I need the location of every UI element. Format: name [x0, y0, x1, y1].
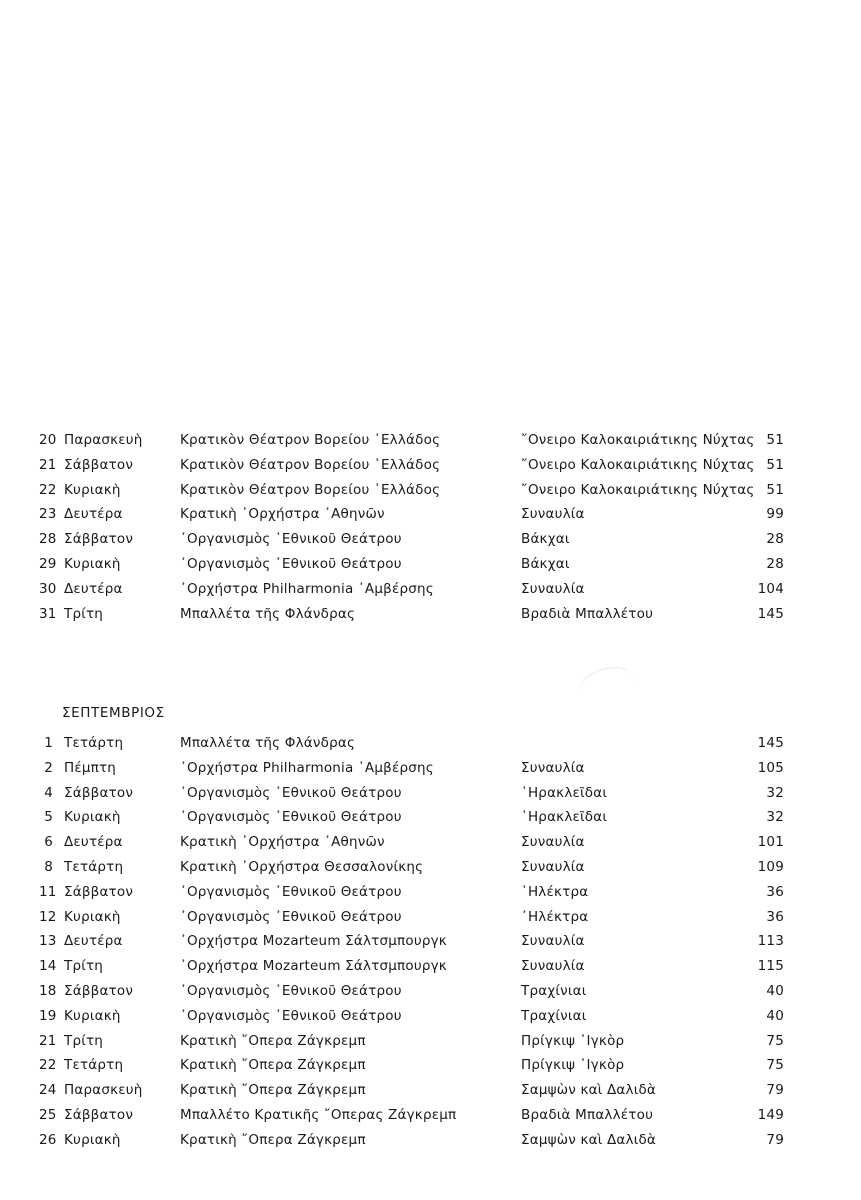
page-number: 32 [766, 809, 784, 826]
page-number: 145 [757, 605, 784, 622]
page-number: 51 [766, 456, 784, 473]
venue: Κρατικὴ ᾿Ορχήστρα Θεσσαλονίκης [180, 859, 424, 875]
schedule-row [0, 430, 861, 455]
weekday: Σάββατον [64, 983, 134, 999]
venue: ᾿Ορχήστρα Philharmonia ᾿Αμβέρσης [180, 759, 434, 776]
weekday: Τετάρτη [64, 735, 124, 751]
day-number: 26 [39, 1131, 57, 1148]
work-title: Βάκχαι [521, 556, 570, 572]
venue: Κρατικὴ ῎Οπερα Ζάγκρεμπ [180, 1082, 366, 1099]
weekday: Τρίτη [64, 1032, 104, 1049]
venue: Κρατικὴ ᾿Ορχήστρα ᾿Αθηνῶν [180, 506, 385, 523]
day-number: 29 [39, 556, 57, 572]
schedule-row [0, 480, 861, 505]
schedule-row [0, 907, 861, 932]
venue: ᾿Ορχήστρα Mozarteum Σάλτσμπουργκ [180, 933, 447, 950]
work-title: ῎Ονειρο Καλοκαιριάτικης Νύχτας [521, 432, 755, 448]
venue: Κρατικὸν Θέατρον Βορείου ῾Ελλάδος [180, 481, 441, 498]
day-number: 21 [39, 1032, 57, 1049]
work-title: Συναυλία [521, 859, 585, 875]
venue: ᾿Οργανισμὸς ᾿Εθνικοῦ Θεάτρου [180, 1007, 402, 1024]
venue: ᾿Οργανισμὸς ᾿Εθνικοῦ Θεάτρου [180, 908, 402, 925]
schedule-row [0, 455, 861, 480]
page-number: 115 [757, 958, 784, 975]
page-number: 113 [757, 933, 784, 950]
page-number: 51 [766, 432, 784, 448]
venue: Κρατικὴ ῎Οπερα Ζάγκρεμπ [180, 1057, 366, 1074]
schedule-row [0, 857, 861, 882]
work-title: Βάκχαι [521, 531, 570, 548]
page-number: 28 [766, 556, 784, 572]
venue: Μπαλλέτα τῆς Φλάνδρας [180, 735, 356, 751]
day-number: 5 [44, 809, 53, 826]
weekday: Κυριακὴ [64, 1131, 121, 1148]
page-number: 99 [766, 506, 784, 523]
venue: ᾿Οργανισμὸς ᾿Εθνικοῦ Θεάτρου [180, 883, 402, 900]
weekday: Τετάρτη [64, 1057, 124, 1074]
work-title: Τραχίνιαι [521, 983, 587, 999]
venue: ᾿Οργανισμὸς ᾿Εθνικοῦ Θεάτρου [180, 983, 402, 999]
page-number: 40 [766, 983, 784, 999]
day-number: 28 [39, 531, 57, 548]
schedule-row [0, 1055, 861, 1080]
schedule-row [0, 956, 861, 981]
work-title: Συναυλία [521, 958, 585, 975]
weekday: Κυριακὴ [64, 481, 121, 498]
work-title: ᾿Ηλέκτρα [521, 908, 589, 925]
day-number: 21 [39, 456, 57, 473]
page-number: 149 [757, 1107, 784, 1123]
scan-mark [574, 661, 643, 716]
schedule-row [0, 1080, 861, 1105]
page-number: 109 [757, 859, 784, 875]
schedule-row [0, 733, 861, 758]
work-title: Πρίγκιψ ᾿Ιγκὸρ [521, 1032, 625, 1049]
page-number: 105 [757, 759, 784, 776]
day-number: 13 [39, 933, 57, 950]
venue: ᾿Οργανισμὸς ᾿Εθνικοῦ Θεάτρου [180, 784, 402, 801]
day-number: 2 [44, 759, 53, 776]
venue: Μπαλλέτο Κρατικῆς ῎Οπερας Ζάγκρεμπ [180, 1107, 457, 1123]
day-number: 31 [39, 605, 57, 622]
day-number: 8 [44, 859, 53, 875]
venue: Κρατικὴ ῎Οπερα Ζάγκρεμπ [180, 1032, 366, 1049]
schedule-row [0, 579, 861, 604]
weekday: Σάββατον [64, 784, 134, 801]
work-title: Σαμψὼν καὶ Δαλιδὰ [521, 1082, 657, 1099]
weekday: Κυριακὴ [64, 809, 121, 826]
work-title: Βραδιὰ Μπαλλέτου [521, 605, 654, 622]
venue: ᾿Οργανισμὸς ᾿Εθνικοῦ Θεάτρου [180, 531, 402, 548]
page-number: 28 [766, 531, 784, 548]
weekday: Παρασκευὴ [64, 1082, 143, 1099]
page-number: 36 [766, 883, 784, 900]
schedule-row [0, 981, 861, 1006]
schedule-row [0, 832, 861, 857]
page-number: 145 [757, 735, 784, 751]
weekday: Σάββατον [64, 1107, 134, 1123]
weekday: Παρασκευὴ [64, 432, 143, 448]
day-number: 20 [39, 432, 57, 448]
weekday: Δευτέρα [64, 580, 123, 597]
weekday: Κυριακὴ [64, 1007, 121, 1024]
work-title: Τραχίνιαι [521, 1007, 587, 1024]
venue: ᾿Ορχήστρα Philharmonia ᾿Αμβέρσης [180, 580, 434, 597]
venue: Κρατικὸν Θέατρον Βορείου ῾Ελλάδος [180, 456, 441, 473]
page-number: 32 [766, 784, 784, 801]
work-title: ῾Ηρακλεῖδαι [521, 784, 608, 801]
weekday: Τρίτη [64, 605, 104, 622]
schedule-row [0, 758, 861, 783]
month-heading: ΣΕΠΤΕΜΒΡΙΟΣ [62, 705, 165, 721]
schedule-row [0, 504, 861, 529]
weekday: Δευτέρα [64, 506, 123, 523]
venue: Κρατικὸν Θέατρον Βορείου ῾Ελλάδος [180, 432, 441, 448]
day-number: 6 [44, 834, 53, 851]
schedule-row [0, 807, 861, 832]
schedule-row [0, 931, 861, 956]
work-title: Συναυλία [521, 834, 585, 851]
page-number: 79 [766, 1131, 784, 1148]
page-number: 51 [766, 481, 784, 498]
day-number: 4 [44, 784, 53, 801]
weekday: Δευτέρα [64, 834, 123, 851]
venue: ᾿Οργανισμὸς ᾿Εθνικοῦ Θεάτρου [180, 556, 402, 572]
day-number: 11 [39, 883, 57, 900]
venue: ᾿Οργανισμὸς ᾿Εθνικοῦ Θεάτρου [180, 809, 402, 826]
weekday: Κυριακὴ [64, 908, 121, 925]
day-number: 30 [39, 580, 57, 597]
day-number: 23 [39, 506, 57, 523]
page-number: 79 [766, 1082, 784, 1099]
schedule-row [0, 1105, 861, 1130]
schedule-row [0, 1006, 861, 1031]
work-title: ῾Ηρακλεῖδαι [521, 809, 608, 826]
work-title: ᾿Ηλέκτρα [521, 883, 589, 900]
day-number: 24 [39, 1082, 57, 1099]
schedule-row [0, 783, 861, 808]
day-number: 19 [39, 1007, 57, 1024]
weekday: Πέμπτη [64, 759, 117, 776]
weekday: Τετάρτη [64, 859, 124, 875]
venue: Μπαλλέτα τῆς Φλάνδρας [180, 605, 356, 622]
venue: Κρατικὴ ῎Οπερα Ζάγκρεμπ [180, 1131, 366, 1148]
work-title: Συναυλία [521, 933, 585, 950]
schedule-row [0, 882, 861, 907]
venue: ᾿Ορχήστρα Mozarteum Σάλτσμπουργκ [180, 958, 447, 975]
schedule-row [0, 1031, 861, 1056]
page-number: 75 [766, 1057, 784, 1074]
weekday: Σάββατον [64, 883, 134, 900]
day-number: 14 [39, 958, 57, 975]
day-number: 18 [39, 983, 57, 999]
schedule-row [0, 529, 861, 554]
weekday: Δευτέρα [64, 933, 123, 950]
day-number: 1 [44, 735, 53, 751]
day-number: 22 [39, 1057, 57, 1074]
work-title: ῎Ονειρο Καλοκαιριάτικης Νύχτας [521, 481, 755, 498]
day-number: 22 [39, 481, 57, 498]
day-number: 12 [39, 908, 57, 925]
page-number: 104 [757, 580, 784, 597]
weekday: Κυριακὴ [64, 556, 121, 572]
work-title: Συναυλία [521, 580, 585, 597]
work-title: Πρίγκιψ ᾿Ιγκὸρ [521, 1057, 625, 1074]
work-title: Συναυλία [521, 759, 585, 776]
schedule-row [0, 554, 861, 579]
work-title: ῎Ονειρο Καλοκαιριάτικης Νύχτας [521, 456, 755, 473]
page-number: 75 [766, 1032, 784, 1049]
day-number: 25 [39, 1107, 57, 1123]
page-number: 40 [766, 1007, 784, 1024]
work-title: Σαμψὼν καὶ Δαλιδὰ [521, 1131, 657, 1148]
work-title: Συναυλία [521, 506, 585, 523]
page-number: 101 [757, 834, 784, 851]
schedule-row [0, 604, 861, 629]
work-title: Βραδιὰ Μπαλλέτου [521, 1107, 654, 1123]
page-number: 36 [766, 908, 784, 925]
schedule-row [0, 1130, 861, 1155]
weekday: Σάββατον [64, 456, 134, 473]
weekday: Τρίτη [64, 958, 104, 975]
weekday: Σάββατον [64, 531, 134, 548]
venue: Κρατικὴ ᾿Ορχήστρα ᾿Αθηνῶν [180, 834, 385, 851]
